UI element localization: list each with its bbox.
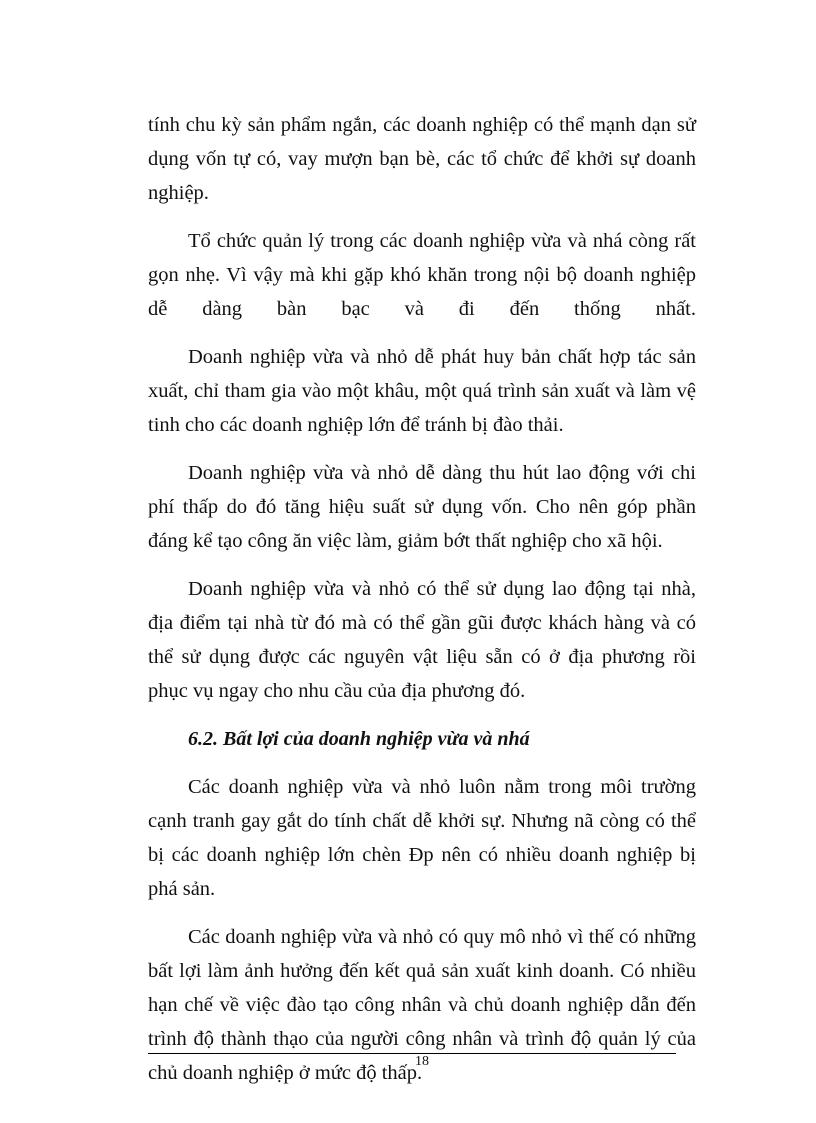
section-heading: 6.2. Bất lợi của doanh nghiệp vừa và nhá — [188, 728, 530, 750]
paragraph-labor: Doanh nghiệp vừa và nhỏ dễ dàng thu hút lao động với chi phí thấp do đó tăng hiệu suất sử dụng vốn. Cho nên góp phần đáng kể tạo công ăn việc làm, giảm bớt thất nghiệp cho xã hội. — [148, 462, 696, 552]
page-number: 18 — [415, 1054, 429, 1069]
paragraph-organization: Tổ chức quản lý trong các doanh nghiệp vừa và nhá còng rất gọn nhẹ. Vì vậy mà khi gặp khó khăn trong nội bộ doanh nghiệp dễ dàng bàn bạc và đi đến thống nhất. — [148, 230, 696, 320]
paragraph-continuation: tính chu kỳ sản phẩm ngắn, các doanh nghiệp có thể mạnh dạn sử dụng vốn tự có, vay mượn bạn bè, các tổ chức để khởi sự doanh nghiệp. — [148, 114, 696, 204]
paragraph-home-production: Doanh nghiệp vừa và nhỏ có thể sử dụng lao động tại nhà, địa điểm tại nhà từ đó mà có thể gần gũi được khách hàng và có thể sử dụng được các nguyên vật liệu sẵn có ở địa phương rồi phục vụ ngay cho nhu cầu của địa phương đó. — [148, 578, 696, 702]
page-body — [148, 108, 696, 1104]
paragraph-scale-limits: Các doanh nghiệp vừa và nhỏ có quy mô nhỏ vì thế có những bất lợi làm ảnh hưởng đến kết quả sản xuất kinh doanh. Có nhiều hạn chế về việc đào tạo công nhân và chủ doanh nghiệp dẫn đến trình độ thành thạo của người công nhân và trình độ quản lý của chủ doanh nghiệp ở mức độ thấp. — [148, 926, 696, 1084]
paragraph-competition: Các doanh nghiệp vừa và nhỏ luôn nằm trong môi trường cạnh tranh gay gắt do tính chất dễ khởi sự. Nhưng nã còng có thể bị các doanh nghiệp lớn chèn Ðp nên có nhiều doanh nghiệp bị phá sản. — [148, 776, 696, 900]
paragraph-cooperation: Doanh nghiệp vừa và nhỏ dễ phát huy bản chất hợp tác sản xuất, chỉ tham gia vào một khâu, một quá trình sản xuất và làm vệ tinh cho các doanh nghiệp lớn để tránh bị đào thải. — [148, 346, 696, 436]
